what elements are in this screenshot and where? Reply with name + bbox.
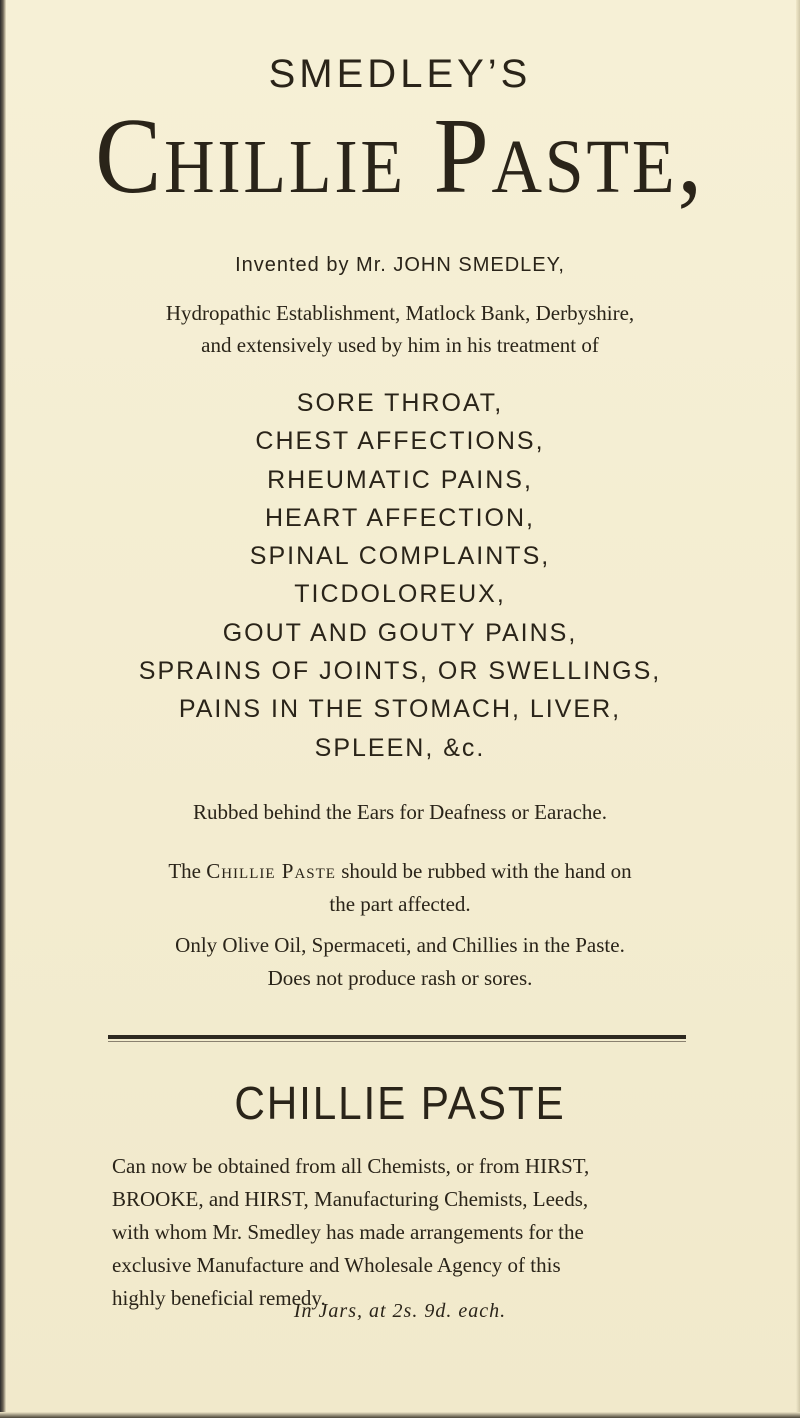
availability-line: Can now be obtained from all Chemists, or from HIRST, <box>112 1154 590 1178</box>
section-divider-thin <box>108 1041 686 1042</box>
ingredients-note <box>0 929 800 995</box>
establishment-line-1: Hydropathic Establishment, Matlock Bank, Derbyshire, <box>165 301 635 325</box>
establishment-line-2: and extensively used by him in his treatment of <box>201 333 599 357</box>
product-title: Chillie Paste, <box>95 97 705 216</box>
establishment-text <box>0 297 800 361</box>
ailment-item: SORE THROAT, <box>296 389 504 417</box>
availability-line: highly beneficial remedy. <box>112 1286 326 1310</box>
ailment-item: SPLEEN, &c. <box>314 733 486 762</box>
ailment-item: GOUT AND GOUTY PAINS, <box>222 618 578 647</box>
availability-line: with whom Mr. Smedley has made arrangements for the <box>112 1220 584 1244</box>
ingredients-line-1: Only Olive Oil, Spermaceti, and Chillies in the Paste. <box>175 933 625 957</box>
usage-product-name: Chillie Paste <box>206 859 336 883</box>
ailments-list <box>0 384 800 767</box>
usage-suffix: should be rubbed with the hand on <box>341 859 632 883</box>
availability-line: BROOKE, and HIRST, Manufacturing Chemists, Leeds, <box>112 1187 589 1211</box>
ailment-item: SPINAL COMPLAINTS, <box>249 542 551 571</box>
inventor-line: Invented by Mr. JOHN SMEDLEY, <box>235 254 565 276</box>
usage-direction-line-2: the part affected. <box>329 892 471 916</box>
availability-text <box>112 1150 706 1315</box>
ailment-item: CHEST AFFECTIONS, <box>255 427 545 456</box>
ailment-item: PAINS IN THE STOMACH, LIVER, <box>178 695 622 724</box>
ailment-item: SPRAINS OF JOINTS, OR SWELLINGS, <box>138 657 662 686</box>
earache-note: Rubbed behind the Ears for Deafness or Earache. <box>192 800 607 824</box>
availability-heading: CHILLIE PASTE <box>234 1077 566 1129</box>
page-bottom-edge <box>0 1412 800 1418</box>
availability-line: exclusive Manufacture and Wholesale Agency of this <box>112 1253 561 1277</box>
usage-prefix: The <box>168 859 201 883</box>
ailment-item: RHEUMATIC PAINS, <box>267 465 533 494</box>
ailment-item: HEART AFFECTION, <box>264 503 535 532</box>
section-divider <box>108 1035 686 1039</box>
brand-name: SMEDLEY’S <box>268 52 532 96</box>
ingredients-line-2: Does not produce rash or sores. <box>267 966 533 990</box>
price-line: In Jars, at 2s. 9d. each. <box>293 1300 507 1322</box>
ailment-item: TICDOLOREUX, <box>294 580 506 609</box>
usage-direction <box>0 855 800 921</box>
usage-direction-line-1 <box>0 855 800 888</box>
